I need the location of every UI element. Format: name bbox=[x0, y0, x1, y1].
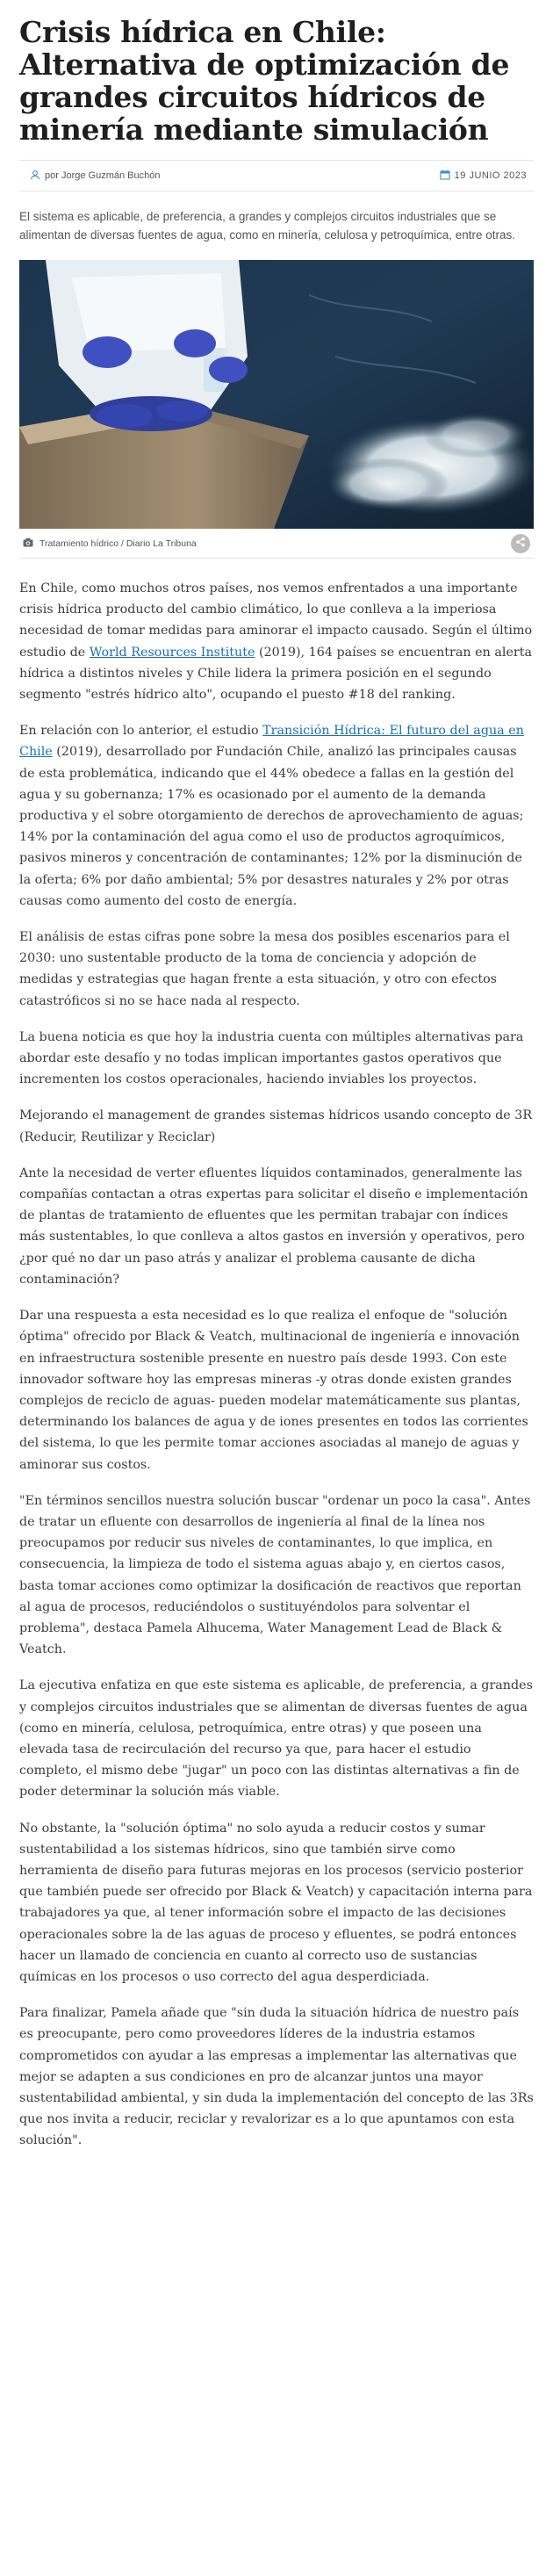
article-lead: El sistema es aplicable, de preferencia, a grandes y complejos circuitos industriales que se alimentan de diversas fuentes de agua, como en minería, celulosa y petroquímica, entre otras. bbox=[19, 210, 516, 242]
article-image bbox=[19, 260, 534, 529]
body-paragraph bbox=[19, 720, 534, 912]
body-paragraph: Para finalizar, Pamela añade que "sin duda la situación hídrica de nuestro país es preocupante, pero como proveedores líderes de la industria estamos comprometidos con ayudar a las empresas a implementar las alternativas que mejor se adapten a sus condiciones en pro de alcanzar juntos una mayor sustentabilidad ambiental, y sin duda la implementación del concepto de las 3Rs que nos invita a reducir, reciclar y revalorizar es a lo que apuntamos con esta solución". bbox=[19, 2006, 534, 2148]
paragraph-text: En Chile, como muchos otros países, nos vemos enfrentados a una importante crisis hídrica producto del cambio climático, lo que conlleva a la imperiosa necesidad de tomar medidas para aminorar el impacto causado. Según el último estudio de bbox=[19, 581, 533, 660]
water-treatment-photo bbox=[19, 260, 534, 529]
user-icon bbox=[30, 170, 40, 183]
body-paragraph: La ejecutiva enfatiza en que este sistema es aplicable, de preferencia, a grandes y complejos circuitos industriales que se alimentan de diversas fuentes de agua (como en minería, celulosa, petroquímica, entre otras) y que poseen una elevada tasa de recirculación del recurso ya que, para hacer el estudio completo, el mismo debe "jugar" un poco con las distintas alternativas a fin de poder determinar la solución más viable. bbox=[19, 1678, 533, 1800]
body-paragraph: Dar una respuesta a esta necesidad es lo que realiza el enfoque de "solución óptima" ofrecido por Black & Veatch, multinacional de ingeniería e innovación en infraestructura sostenible presente en nuestro país desde 1993. Con este innovador software hoy las empresas mineras -y otras donde existen grandes complejos de reciclo de aguas- pueden modelar matemáticamente sus plantas, determinando los balances de agua y de iones presentes en todos las corrientes del sistema, lo que les permite tomar acciones asociadas al manejo de aguas y aminorar sus costos. bbox=[19, 1309, 528, 1472]
body-paragraph: Ante la necesidad de verter efluentes líquidos contaminados, generalmente las compañías contactan a otras expertas para solicitar el diseño e implementación de plantas de tratamiento de efluentes que les permitan trabajar con índices más sustentables, lo que conlleva a altos gastos en inversión y operativos, pero ¿por qué no dar un paso atrás y analizar el problema causante de dicha contaminación? bbox=[19, 1165, 528, 1287]
body-paragraph: La buena noticia es que hoy la industria cuenta con múltiples alternativas para abordar este desafío y no todas implican importantes gastos operativos que incrementen los costos operacionales, haciendo inviables los proyectos. bbox=[19, 1029, 524, 1087]
article-title: Crisis hídrica en Chile: Alternativa de optimización de grandes circuitos hídricos de minería mediante simulación bbox=[19, 15, 510, 147]
image-caption bbox=[23, 538, 197, 550]
date-info bbox=[440, 170, 527, 183]
publish-date: 19 JUNIO 2023 bbox=[454, 170, 527, 181]
link-world-resources-institute[interactable]: World Resources Institute bbox=[89, 645, 255, 660]
caption-text: Tratamiento hídrico / Diario La Tribuna bbox=[40, 538, 197, 549]
paragraph-text: (2019), 164 países se encuentran en alerta hídrica a distintos niveles y Chile lidera la primera posición en el segundo segmento "estrés hídrico alto", ocupando el puesto #18 del ranking. bbox=[19, 645, 533, 703]
body-paragraph: El análisis de estas cifras pone sobre la mesa dos posibles escenarios para el 2030: uno sustentable producto de la toma de conciencia y adopción de medidas y estrategias que hagan frente a esta situación, y otro con efectos catastróficos si no se hace nada al respecto. bbox=[19, 930, 510, 1008]
camera-icon bbox=[23, 538, 33, 550]
article-meta bbox=[19, 160, 534, 191]
share-button[interactable] bbox=[511, 534, 530, 553]
link-transicion-hidrica[interactable]: Transición Hídrica: El futuro del agua en Chile bbox=[19, 724, 524, 760]
body-paragraph: No obstante, la "solución óptima" no solo ayuda a reducir costos y sumar sustentabilidad a los sistemas hídricos, sino que también sirve como herramienta de diseño para futuras mejoras en los procesos (servicio posterior que también puede ser ofrecido por Black & Veatch) y capacitación interna para trabajadores ya que, al tener información sobre el impacto de las decisiones operacionales sobre la de las aguas de proceso y efluentes, se podrá entonces hacer un llamado de conciencia en cuanto al correcto uso de sustancias químicas en los procesos o uso correcto del agua desperdiciada. bbox=[19, 1821, 533, 1984]
author-info bbox=[30, 170, 160, 183]
article-body bbox=[19, 578, 534, 2152]
section-subheading: Mejorando el management de grandes sistemas hídricos usando concepto de 3R (Reducir, Reutilizar y Reciclar) bbox=[19, 1108, 533, 1144]
calendar-icon bbox=[440, 170, 450, 183]
author-name[interactable]: por Jorge Guzmán Buchón bbox=[45, 170, 161, 181]
body-paragraph: "En términos sencillos nuestra solución buscar "ordenar un poco la casa". Antes de tratar un efluente con desarrollos de ingeniería al final de la línea nos preocupamos por reducir sus niveles de contaminantes, lo que implica, en consecuencia, la limpieza de todo el sistema aguas abajo y, en ciertos casos, basta tomar acciones como optimizar la dosificación de reactivos que reportan al agua de procesos, reduciéndolos o sustituyéndolos para solventar el problema", destaca Pamela Alhucema, Water Management Lead de Black & Veatch. bbox=[19, 1493, 531, 1657]
paragraph-text: En relación con lo anterior, el estudio bbox=[19, 724, 263, 739]
image-caption-bar bbox=[19, 529, 534, 559]
share-icon bbox=[515, 537, 526, 550]
paragraph-text: (2019), desarrollado por Fundación Chile, analizó las principales causas de esta problemática, indicando que el 44% obedece a fallas en la gestión del agua y su gobernanza; 17% es ocasionado por el aumento de la demanda productiva y el sobre otorgamiento de derechos de aprovechamiento de aguas; 14% por la contaminación del agua como el uso de productos agroquímicos, pasivos mineros y concentración de contaminantes; 12% por la disminución de la oferta; 6% por daño ambiental; 5% por desastres naturales y 2% por otras causas como aumento del costo de energía. bbox=[19, 745, 524, 908]
body-paragraph bbox=[19, 578, 534, 705]
